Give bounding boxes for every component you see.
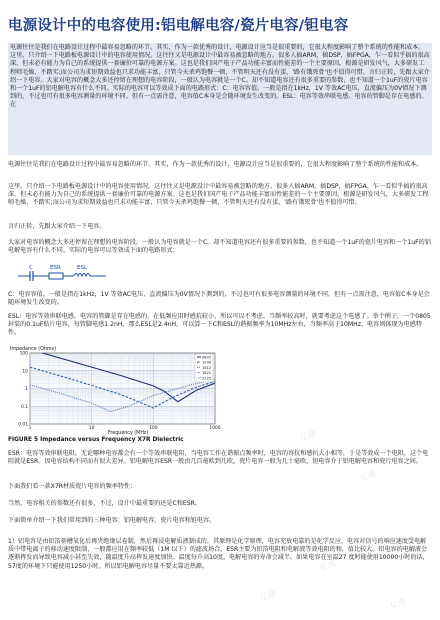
watermark: 亿速 — [358, 468, 378, 483]
paragraph-4: 大家对电容的概念大多还停留在理想的电容阶段，一般认为电容就是一个C。却不知道电容还有很多重要的参数，也不知道一个1uF的瓷片电容和一个1uF的铝电解电容有什么不同。实际的电容可以等效成下面的电路形式： — [8, 239, 431, 255]
paragraph-3: 言归正转，先跟大家介绍一下电容。 — [8, 223, 106, 230]
y-tick-label: 1 — [25, 387, 28, 393]
y-tick-label: 100 — [19, 351, 28, 357]
legend-label: 0805 — [202, 355, 212, 360]
chart-legend — [195, 354, 213, 382]
page-title: 电源设计中的电容使用:铝电解电容/瓷片电容/钽电容 — [8, 18, 349, 34]
paragraph-1: 电源往往是我们在电路设计过程中最容易忽略的环节。其实，作为一款优秀的设计，电源设计应当是很重要的，它很大程度影响了整个系统的性能和成本。 — [8, 161, 423, 168]
watermark: 亿速 — [318, 558, 338, 573]
watermark: 亿速 — [258, 588, 278, 603]
intro-summary: 电源往往是我们在电路设计过程中最容易忽略的环节。其实，作为一款优秀的设计，电源设计应当是很重要的，它很大程度影响了整个系统的性能和成本。这里，只介绍一下电路板电源设计中的电容使用情况。这往往又是电源设计中最容易被忽略的地方。很多人搞ARM，搞DSP，搞FPGA，乍一看似乎搞的很高深，但未必有能力为自己的系统提供一套廉价可靠的电源方案。这也是我们国产电子产品功能丰富而性能差的一个主要原因，根源是研发风气，大多研发工程师毛燥、不踏实;而公司为求短期效益也只求功能丰富，只管今天杀鸡饱餐一顿，不管明天还有没有蛋，'路有饿死骨'也不值得可惜。言归正转，先跟大家介绍一下电容。大家对电容的概念大多还停留在理想的电容阶段，一般认为电容就是一个C。却不知道电容还有很多重要的参数，也不知道一个1uF的瓷片电容和一个1uF的铝电解电容有什么不同。实际的电容可以等效成下面的电路形式：C：电容容值。一般是指在1kHz，1V 等效AC电压，直流偏压为0V情况下测到的，不过也可有很多电容测量的环境不同。但有一点需注意，电容值C本身是会随环境发生改变的。ESL：电容等效串联电感。电容的管脚是存在电感的。在 — [8, 43, 432, 155]
legend-label: 1825 — [202, 371, 212, 376]
paragraph-three-types: 下面简单介绍一下我们常用到的三种电容：铝电解电容，瓷片电容和钽电容。 — [8, 517, 216, 524]
paragraph-parameters: 当然，电容相关的参数还有很多，不过，设计中最重要的还是C和ESR。 — [8, 500, 201, 507]
inductor-symbol — [74, 274, 90, 277]
paragraph-2: 这里，只介绍一下电路板电源设计中的电容使用情况。这往往又是电源设计中最容易被忽略的地方。很多人搞ARM，搞DSP，搞FPGA，乍一看似乎搞的很高深，但未必有能力为自己的系统提供一套廉价可靠的电源方案。这也是我们国产电子产品功能丰富而性能差的一个主要原因，根源是研发风气，大多研发工程师毛燥、不踏实;而公司为求短期效益也只求功能丰富，只管今天杀鸡饱餐一顿，不管明天还有没有蛋，'路有饿死骨'也不值得可惜。 — [8, 183, 429, 207]
x-tick-label: 100 — [149, 426, 158, 431]
paragraph-capacitance: C：电容容值。一般是指在1kHz，1V 等效AC电压，直流偏压为0V情况下测到的，不过也可有很多电容测量的环境不同。但有一点需注意，电容值C本身是会随环境发生改变的。 — [8, 291, 430, 307]
x-tick-label: 1 — [28, 426, 32, 431]
circuit-label-c: C — [29, 265, 33, 271]
legend-label: 1206 — [202, 360, 212, 365]
circuit-label-esr: ESR — [50, 265, 61, 271]
paragraph-esr: ESR：电容等效串联电阻。无论哪种电容都会有一个等效串联电阻，当电容工作在谐振点频率时，电容的容抗和感抗大小相等，于是等效成一个电阻，这个电阻就是ESR。因电容结构不同而有很大差异。铝电解电容ESR一般由几百毫欧到几欧，瓷片电容一般为几十毫欧，钽电容介于铝电解电容和瓷片电容之间。 — [8, 450, 429, 466]
x-tick-label: 1000 — [209, 426, 221, 431]
paragraph-esl: ESL：电容等效串联电感。电容的管脚是存在电感的。在低频应用时感抗较小，所以可以不考虑。当频率较高时，就要考虑这个电感了。举个例子，一个0805封装的0.1uF贴片电容，每管脚电感1.2nH，那么ESL是2.4nH，可以算一下C和ESL的谐振频率为10MHz左右，当频率高于10MHz，电容则体现为电感特性。 — [8, 313, 431, 337]
impedance-chart — [8, 344, 240, 436]
legend-label: 2225 — [202, 376, 212, 381]
y-tick-label: 0.1 — [21, 404, 28, 410]
resistor-symbol — [49, 273, 63, 279]
x-tick-label: 10 — [88, 426, 95, 431]
y-tick-label: 0.01 — [18, 422, 28, 428]
paragraph-x7r-intro: 下面我们看一款X7R材质瓷片电容的频率特性： — [8, 483, 137, 490]
watermark: 亿速 — [298, 428, 318, 443]
y-tick-label: 10 — [22, 369, 28, 375]
paragraph-aluminum: 1）铝电容是由铝箔刻槽氧化后再夹绝缘层卷制，然后再浸电解质液制成的，其原理是化学原理，电容充放电靠的是化学反应，电容对信号的响应速度受电解质中带电离子的移动速度限制，一般都应用在频率较低（1M 以下）的滤波场合，ESR主要为铝箔电阻和电解液等效电阻的和，值比较大。铝电容的电解液会逐渐挥发而导致电容减小甚至失效，随温度升高挥发速度加快。温度每升高10度，电解电容的寿命会减半。如果电容在室温27 度时能使用10000小时的话，57度的环境下只能使用1250小时。所以铝电解电容尽量不要太靠近热源。 — [8, 538, 429, 570]
chart-xlabel: Frequency (MHz) — [108, 431, 149, 436]
circuit-label-esl: ESL — [77, 265, 88, 271]
watermark: 亿速 — [388, 596, 408, 611]
chart-ylabel: Impedance (Ohms) — [10, 347, 56, 352]
chart-caption: FIGURE 5 Impedance versus Frequency X7R Dielectric — [8, 437, 184, 443]
equivalent-circuit-diagram — [16, 262, 116, 284]
legend-label: 1812 — [202, 365, 212, 370]
